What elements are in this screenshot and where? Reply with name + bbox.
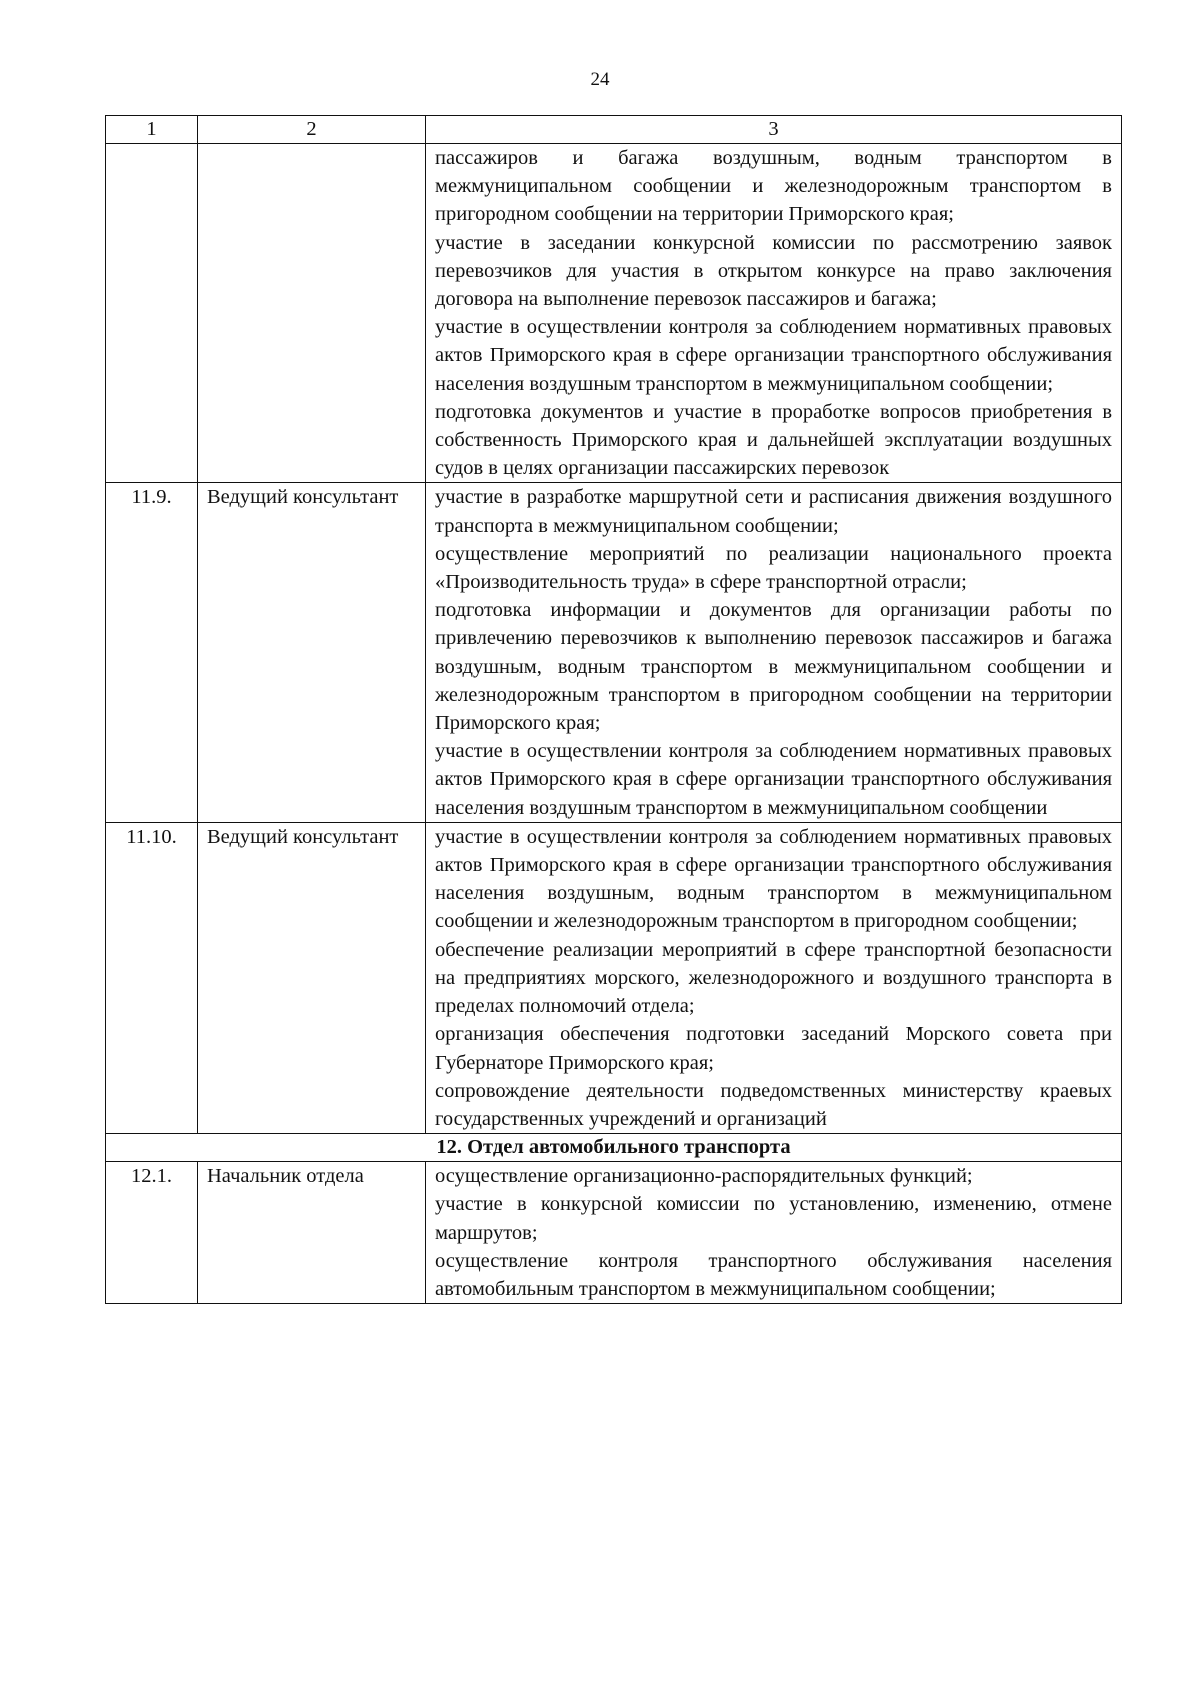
column-header-3: 3 <box>426 116 1122 144</box>
section-title: 12. Отдел автомобильного транспорта <box>106 1134 1122 1162</box>
duty-item: участие в конкурсной комиссии по установлению, изменению, отмене маршрутов; <box>435 1193 1112 1244</box>
row-number-cell: 11.9. <box>106 483 198 822</box>
row-number-cell <box>106 144 198 483</box>
position-cell: Ведущий консультант <box>198 822 426 1133</box>
table-row-continuation <box>106 144 1122 483</box>
duties-cell <box>426 822 1122 1133</box>
duties-cell <box>426 144 1122 483</box>
column-header-1: 1 <box>106 116 198 144</box>
duty-item: организация обеспечения подготовки заседаний Морского совета при Губернаторе Приморского края; <box>435 1023 1112 1074</box>
duty-item: осуществление мероприятий по реализации национального проекта «Производительность труда» в сфере транспортной отрасли; <box>435 542 1112 594</box>
duties-cell <box>426 1162 1122 1304</box>
table-row-11-9 <box>106 483 1122 822</box>
position-cell <box>198 144 426 483</box>
position-cell: Ведущий консультант <box>198 483 426 822</box>
duty-item: участие в разработке маршрутной сети и расписания движения воздушного транспорта в межмуниципальном сообщении; <box>435 486 1112 537</box>
table-header-row <box>106 116 1122 144</box>
duty-item: подготовка документов и участие в проработке вопросов приобретения в собственность Приморского края и дальнейшей эксплуатации воздушных судов в целях организации пассажирских перевозок <box>435 400 1112 480</box>
duty-item: подготовка информации и документов для организации работы по привлечению перевозчиков к выполнению перевозок пассажиров и багажа воздушным, водным транспортом в межмуниципальном сообщении и железнодорожным транспортом в пригородном сообщении на территории Приморского края; <box>435 599 1112 735</box>
duty-item: участие в осуществлении контроля за соблюдением нормативных правовых актов Приморского края в сфере организации транспортного обслуживания населения воздушным транспортом в межмуниципальном сообщении <box>435 740 1112 819</box>
row-number-cell: 11.10. <box>106 822 198 1133</box>
duty-item: осуществление организационно-распорядительных функций; <box>435 1165 973 1188</box>
page-number: 24 <box>590 69 610 90</box>
table-row-12-1 <box>106 1162 1122 1304</box>
duty-item: участие в осуществлении контроля за соблюдением нормативных правовых актов Приморского края в сфере организации транспортного обслуживания населения воздушным, водным транспортом в межмуниципальном сообщении и железнодорожным транспортом в пригородном сообщении; <box>435 825 1112 933</box>
row-number-cell: 12.1. <box>106 1162 198 1304</box>
staff-duties-table <box>105 115 1122 1304</box>
duty-item: осуществление контроля транспортного обслуживания населения автомобильным транспортом в межмуниципальном сообщении; <box>435 1249 1112 1300</box>
duty-item: участие в осуществлении контроля за соблюдением нормативных правовых актов Приморского края в сфере организации транспортного обслуживания населения воздушным транспортом в межмуниципальном сообщении; <box>435 316 1112 395</box>
section-heading-row <box>106 1134 1122 1162</box>
duty-item: пассажиров и багажа воздушным, водным транспортом в межмуниципальном сообщении и железнодорожным транспортом в пригородном сообщении на территории Приморского края; <box>435 147 1112 226</box>
table-row-11-10 <box>106 822 1122 1133</box>
duty-item: сопровождение деятельности подведомственных министерству краевых государственных учреждений и организаций <box>435 1079 1112 1130</box>
duty-item: обеспечение реализации мероприятий в сфере транспортной безопасности на предприятиях морского, железнодорожного и воздушного транспорта в пределах полномочий отдела; <box>435 938 1112 1018</box>
position-cell: Начальник отдела <box>198 1162 426 1304</box>
column-header-2: 2 <box>198 116 426 144</box>
duties-cell <box>426 483 1122 822</box>
duty-item: участие в заседании конкурсной комиссии по рассмотрению заявок перевозчиков для участия в открытом конкурсе на право заключения договора на выполнение перевозок пассажиров и багажа; <box>435 231 1112 311</box>
